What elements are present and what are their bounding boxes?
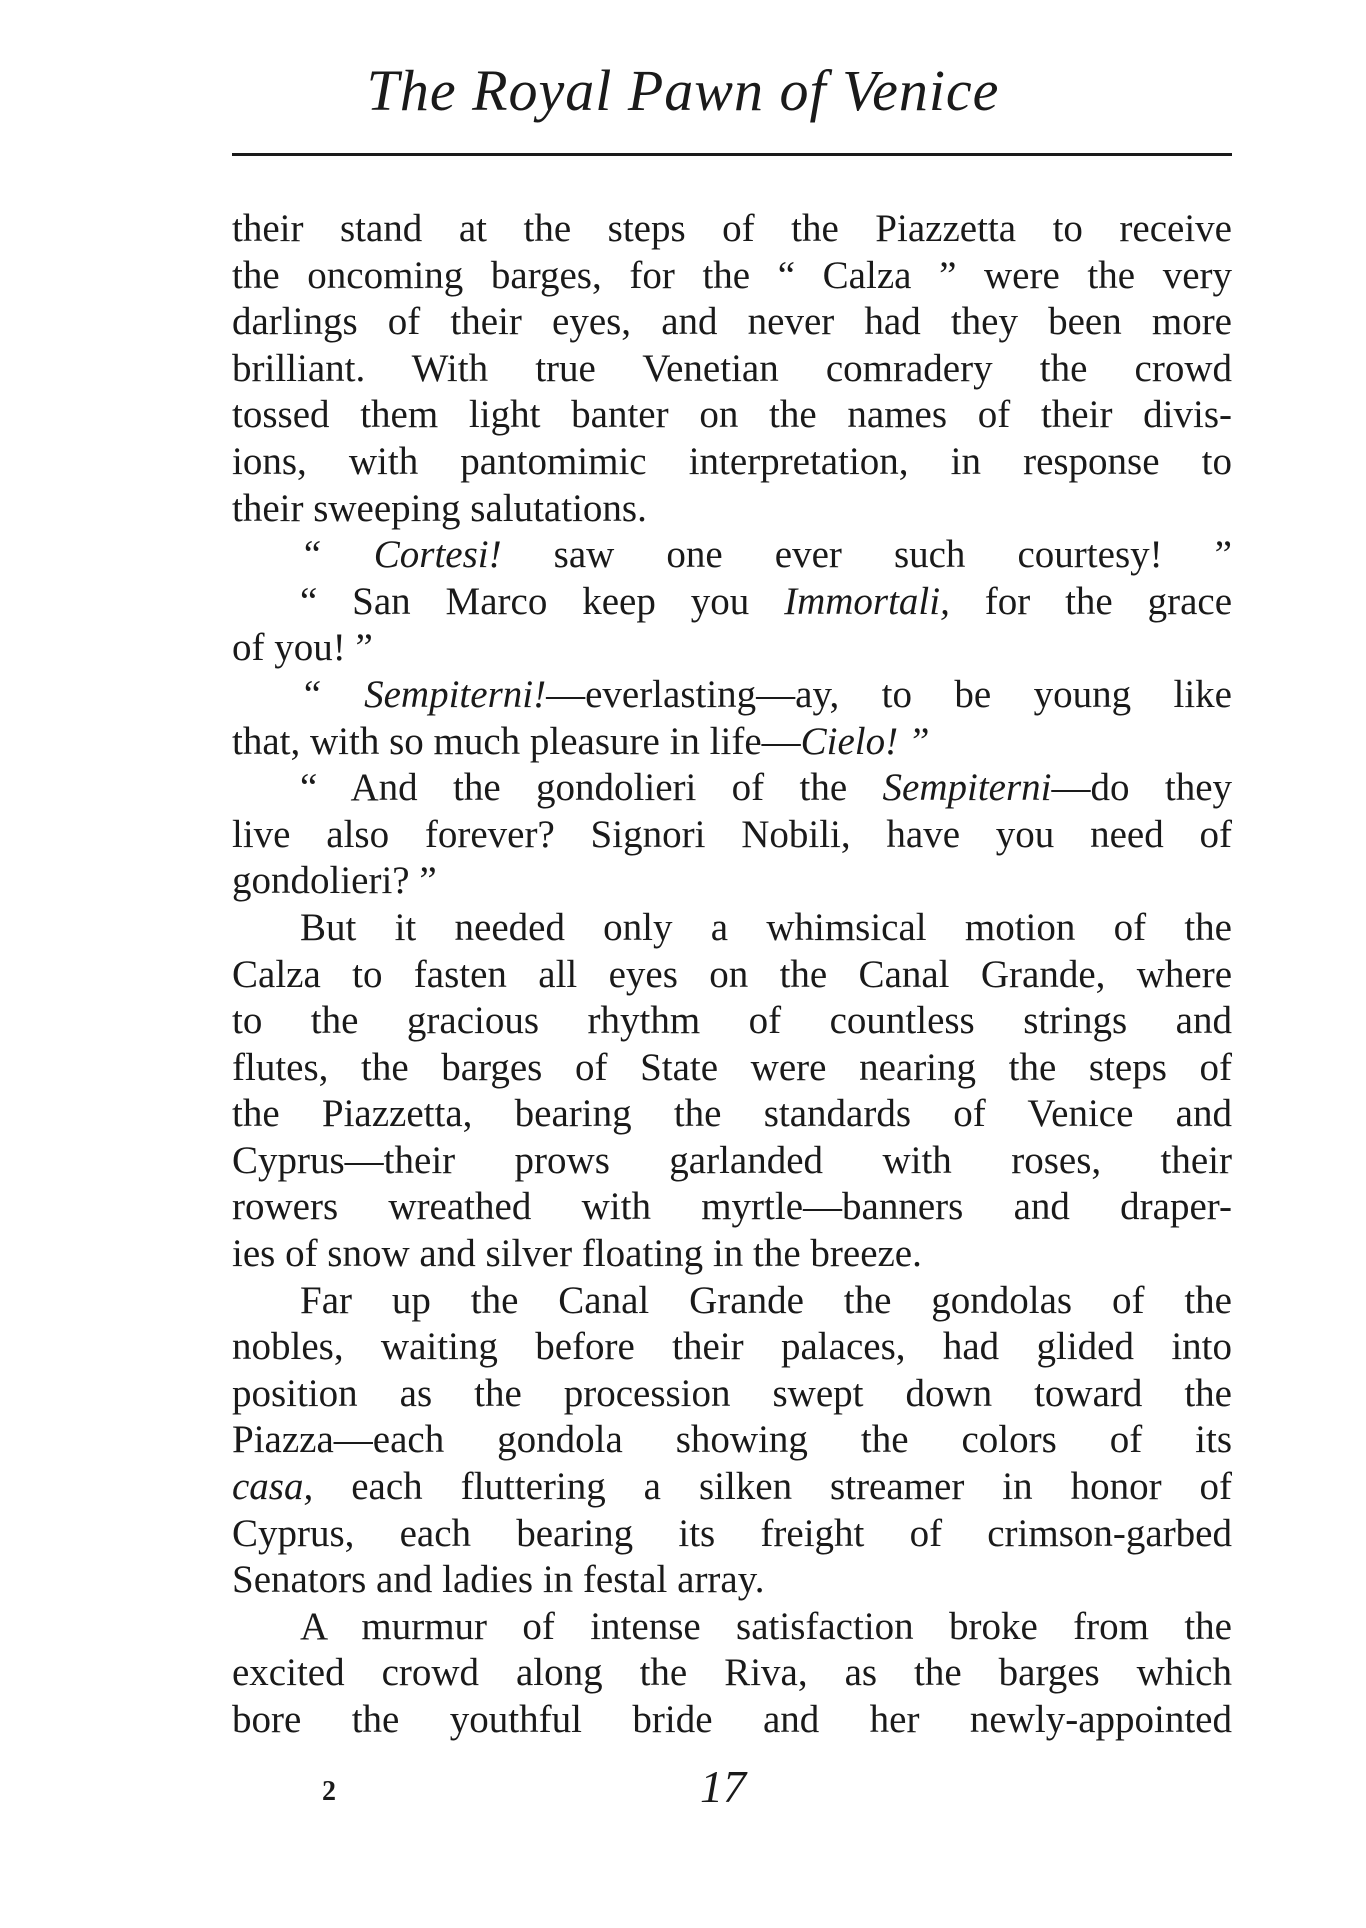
text-line-dialogue — [232, 765, 1232, 812]
signature-mark: 2 — [322, 1776, 336, 1807]
text-line: their stand at the steps of the Piazzetta to receive — [232, 207, 1232, 250]
text-line: live also forever? Signori Nobili, have you need of — [232, 812, 1232, 856]
text-line: nobles, waiting before their palaces, had glided into — [232, 1325, 1232, 1369]
italic-phrase: Cortesi! — [373, 533, 502, 577]
running-title: The Royal Pawn of Venice — [366, 58, 1000, 123]
text-line: Senators and ladies in festal array. — [232, 1558, 765, 1602]
text-line-dialogue — [232, 532, 1232, 579]
quote-mark: “ — [300, 533, 374, 577]
text-line: the oncoming barges, for the “ Calza ” were the very — [232, 253, 1232, 297]
text-line: Cyprus, each bearing its freight of crimson-garbed — [232, 1511, 1232, 1555]
text-line: Piazza—each gondola showing the colors of its — [232, 1418, 1232, 1462]
text-line: bore the youthful bride and her newly-appointed — [232, 1698, 1232, 1741]
line-rest: —do they — [1051, 766, 1232, 810]
text-line-dialogue — [232, 579, 1232, 626]
text-line: But it needed only a whimsical motion of the — [300, 905, 1232, 949]
line-start: “ San Marco keep you — [300, 579, 785, 623]
text-line — [232, 719, 1232, 766]
line-start: that, with so much pleasure in life— — [232, 719, 801, 763]
italic-phrase: Cielo! ” — [800, 719, 930, 763]
text-line: the Piazzetta, bearing the standards of Venice and — [232, 1092, 1232, 1136]
italic-phrase: Sempiterni! — [364, 672, 547, 716]
line-rest: —everlasting—ay, to be young like — [546, 672, 1232, 716]
header-rule — [232, 153, 1232, 156]
text-line: darlings of their eyes, and never had they been more — [232, 300, 1232, 344]
text-line: Far up the Canal Grande the gondolas of the — [300, 1278, 1232, 1322]
text-line: gondolieri? ” — [232, 859, 437, 903]
page-number: 17 — [700, 1761, 746, 1812]
text-line: their sweeping salutations. — [232, 486, 647, 530]
italic-phrase: casa, — [232, 1465, 314, 1509]
text-line: Calza to fasten all eyes on the Canal Grande, where — [232, 952, 1232, 996]
line-rest: saw one ever such courtesy! ” — [501, 533, 1232, 577]
text-line: rowers wreathed with myrtle—banners and draper- — [232, 1185, 1232, 1229]
text-line: excited crowd along the Riva, as the barges which — [232, 1651, 1232, 1695]
quote-mark: “ — [300, 672, 365, 716]
text-line — [232, 1464, 1232, 1511]
text-line-dialogue — [232, 672, 1232, 719]
line-rest: each fluttering a silken streamer in honor of — [313, 1465, 1232, 1509]
italic-phrase: Immortali, — [784, 579, 950, 623]
line-start: “ And the gondolieri of the — [300, 766, 883, 810]
line-rest: for the grace — [949, 579, 1233, 623]
text-line: brilliant. With true Venetian comradery the crowd — [232, 346, 1232, 390]
text-line: Cyprus—their prows garlanded with roses, their — [232, 1138, 1232, 1182]
italic-phrase: Sempiterni — [882, 766, 1052, 810]
text-line: ies of snow and silver floating in the breeze. — [232, 1232, 922, 1276]
text-line: flutes, the barges of State were nearing the steps of — [232, 1045, 1232, 1089]
text-line: to the gracious rhythm of countless strings and — [232, 999, 1232, 1043]
text-line: of you! ” — [232, 626, 373, 670]
text-line: position as the procession swept down toward the — [232, 1371, 1232, 1415]
text-line: A murmur of intense satisfaction broke from the — [300, 1604, 1232, 1648]
text-line: tossed them light banter on the names of their divis- — [232, 393, 1232, 437]
body-text — [232, 206, 1232, 1744]
text-line: ions, with pantomimic interpretation, in response to — [232, 439, 1232, 483]
